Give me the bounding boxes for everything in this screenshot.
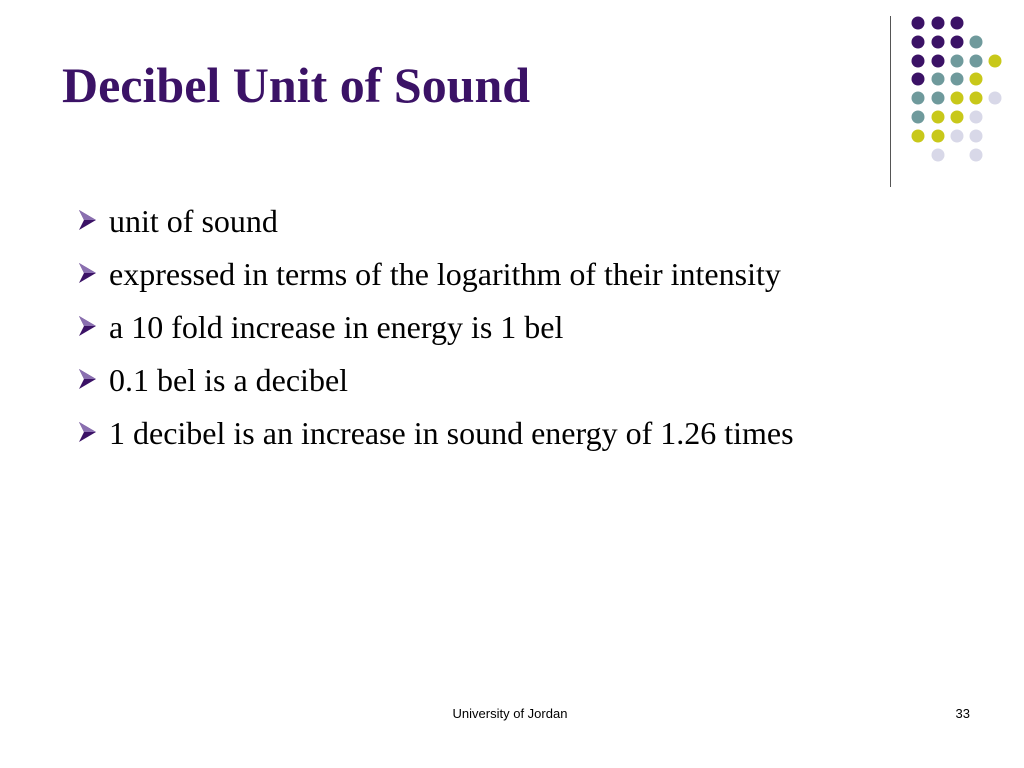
- dot: [932, 111, 945, 124]
- dot: [970, 73, 983, 86]
- dot: [951, 130, 964, 143]
- bullet-text: expressed in terms of the logarithm of their intensity: [109, 256, 781, 292]
- arrowhead-bullet-icon: [74, 419, 100, 445]
- bullet-text: unit of sound: [109, 203, 278, 239]
- bullet-text: 0.1 bel is a decibel: [109, 362, 349, 398]
- dot: [951, 73, 964, 86]
- dot: [932, 73, 945, 86]
- arrowhead-bullet-icon: [74, 207, 100, 233]
- dot: [951, 92, 964, 105]
- dot: [912, 55, 925, 68]
- page-number: 33: [955, 706, 970, 721]
- dot: [912, 36, 925, 49]
- dot: [989, 55, 1002, 68]
- arrowhead-bullet-icon: [74, 260, 100, 286]
- dot: [932, 130, 945, 143]
- dot: [932, 149, 945, 162]
- header-divider: [890, 16, 891, 187]
- bullet-list: [74, 200, 894, 465]
- dot: [932, 92, 945, 105]
- dot: [951, 17, 964, 30]
- dot: [932, 55, 945, 68]
- dot: [951, 36, 964, 49]
- bullet-text: 1 decibel is an increase in sound energy of 1.26 times: [109, 415, 794, 451]
- dot: [970, 111, 983, 124]
- arrowhead-bullet-icon: [74, 366, 100, 392]
- dot: [970, 55, 983, 68]
- dot: [912, 111, 925, 124]
- dot: [951, 111, 964, 124]
- slide-title: Decibel Unit of Sound: [62, 57, 531, 113]
- dot: [912, 92, 925, 105]
- dot: [912, 17, 925, 30]
- bullet-item: [74, 412, 894, 454]
- dot: [951, 55, 964, 68]
- footer-text: University of Jordan: [452, 706, 568, 721]
- dot: [970, 92, 983, 105]
- dot: [932, 17, 945, 30]
- dot: [932, 36, 945, 49]
- dot: [912, 130, 925, 143]
- dot: [912, 73, 925, 86]
- arrowhead-bullet-icon: [74, 313, 100, 339]
- dot: [970, 130, 983, 143]
- bullet-item: [74, 200, 894, 242]
- dot: [989, 92, 1002, 105]
- dot: [970, 36, 983, 49]
- bullet-item: [74, 359, 894, 401]
- bullet-item: [74, 306, 894, 348]
- bullet-text: a 10 fold increase in energy is 1 bel: [109, 309, 564, 345]
- bullet-item: [74, 253, 894, 295]
- dot: [970, 149, 983, 162]
